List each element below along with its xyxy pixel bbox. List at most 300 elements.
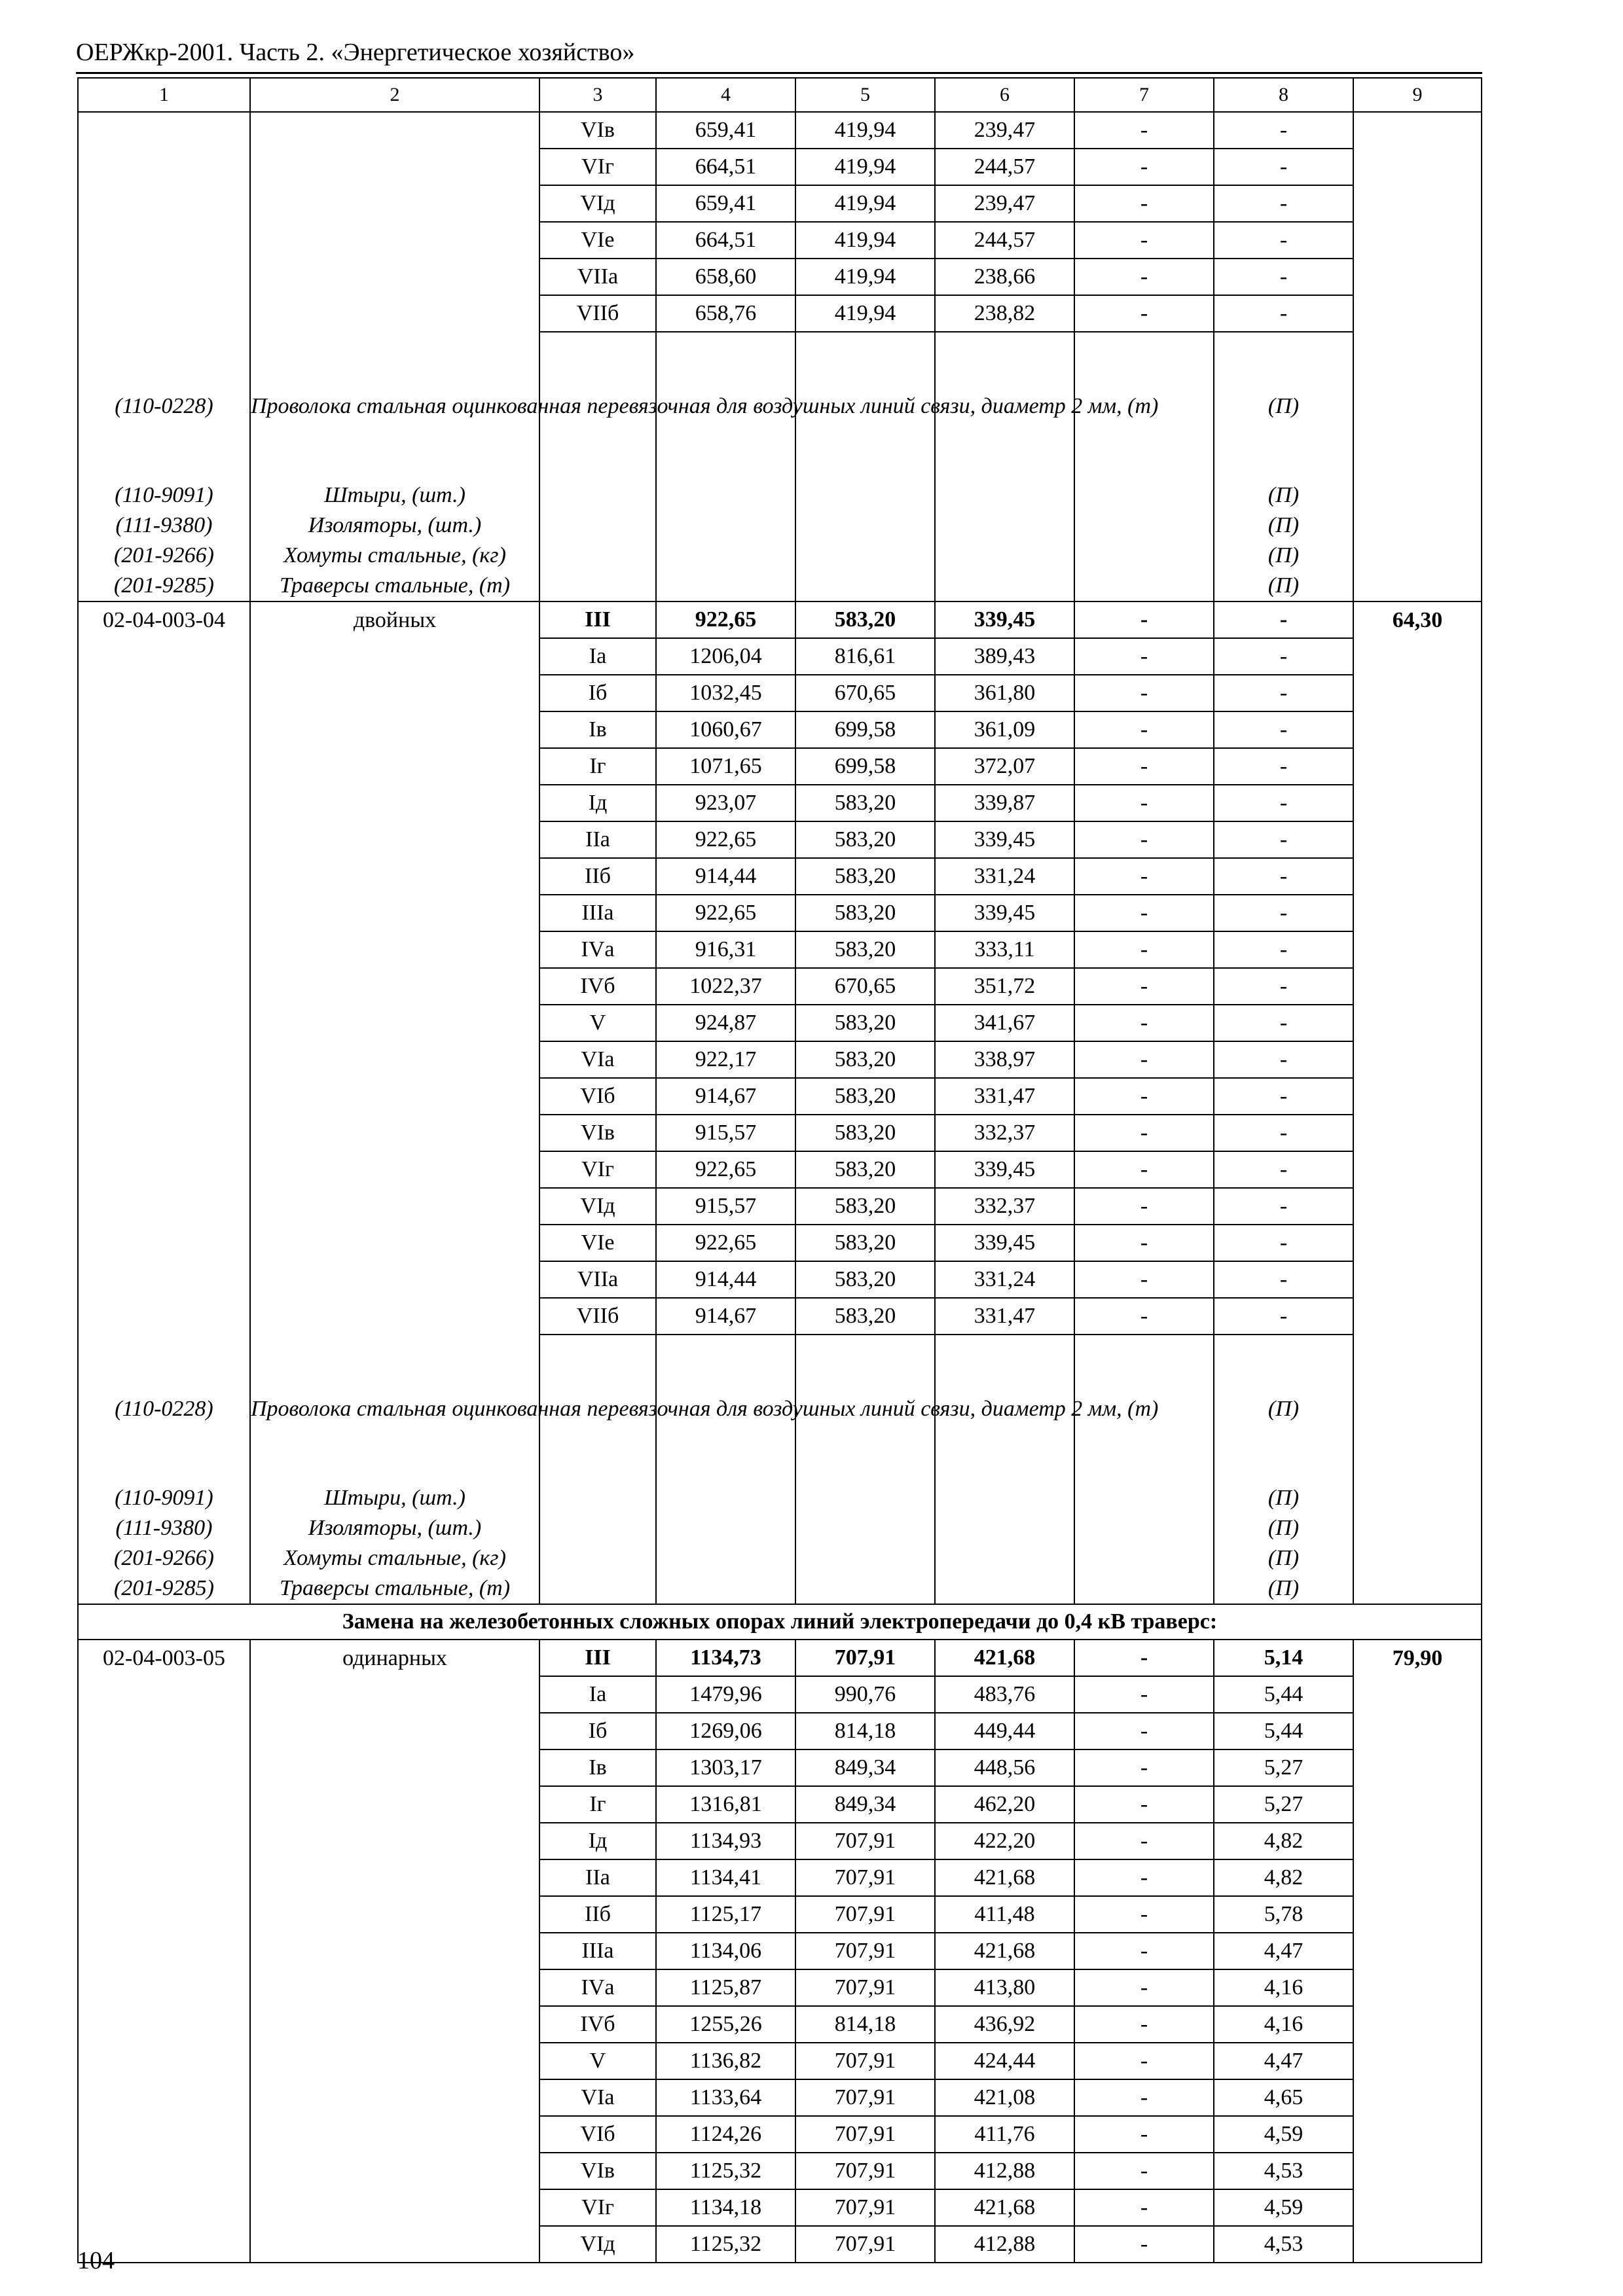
materials-cell: 4,65 xyxy=(1214,2079,1353,2116)
empty-cell xyxy=(1353,185,1482,222)
materials-cell: - xyxy=(1214,295,1353,332)
rate-row xyxy=(78,711,1482,748)
machines-cell: 411,76 xyxy=(935,2116,1074,2153)
resource-code: (111-9380) xyxy=(78,511,250,541)
empty-cell xyxy=(250,2006,539,2043)
resource-name: Изоляторы, (шт.) xyxy=(250,511,539,541)
total-cost-cell: 1125,87 xyxy=(656,1969,795,2006)
driver-wages-cell: - xyxy=(1074,1225,1214,1261)
zone-cell: VIд xyxy=(539,2226,656,2263)
materials-cell: - xyxy=(1214,1041,1353,1078)
empty-cell xyxy=(78,112,250,149)
total-cost-cell: 1316,81 xyxy=(656,1786,795,1823)
resource-source: (П) xyxy=(1214,332,1353,480)
resource-source: (П) xyxy=(1214,1483,1353,1513)
driver-wages-cell: - xyxy=(1074,222,1214,259)
total-cost-cell: 914,44 xyxy=(656,858,795,895)
empty-cell xyxy=(795,480,935,511)
empty-cell xyxy=(78,1786,250,1823)
materials-cell: - xyxy=(1214,638,1353,675)
driver-wages-cell: - xyxy=(1074,259,1214,295)
empty-cell xyxy=(1353,1859,1482,1896)
rate-row xyxy=(78,1005,1482,1041)
zone-cell: VIд xyxy=(539,185,656,222)
driver-wages-cell: - xyxy=(1074,1676,1214,1713)
materials-cell: - xyxy=(1214,675,1353,711)
materials-cell: - xyxy=(1214,222,1353,259)
machines-cell: 339,45 xyxy=(935,1151,1074,1188)
total-cost-cell: 922,65 xyxy=(656,601,795,638)
wages-cell: 583,20 xyxy=(795,1261,935,1298)
zone-cell: IIб xyxy=(539,858,656,895)
empty-cell xyxy=(935,541,1074,571)
empty-cell xyxy=(78,295,250,332)
materials-cell: - xyxy=(1214,1005,1353,1041)
rate-row xyxy=(78,1640,1482,1676)
materials-cell: 5,78 xyxy=(1214,1896,1353,1933)
empty-cell xyxy=(250,2153,539,2189)
zone-cell: III xyxy=(539,601,656,638)
header-rule xyxy=(76,72,1482,74)
resource-name: Штыри, (шт.) xyxy=(250,1483,539,1513)
empty-cell xyxy=(250,1676,539,1713)
total-cost-cell: 1125,17 xyxy=(656,1896,795,1933)
rate-code: 02-04-003-05 xyxy=(78,1640,250,1676)
machines-cell: 244,57 xyxy=(935,222,1074,259)
machines-cell: 462,20 xyxy=(935,1786,1074,1823)
resource-source: (П) xyxy=(1214,1543,1353,1573)
wages-cell: 707,91 xyxy=(795,1969,935,2006)
wages-cell: 419,94 xyxy=(795,185,935,222)
empty-cell xyxy=(1353,511,1482,541)
total-cost-cell: 924,87 xyxy=(656,1005,795,1041)
empty-cell xyxy=(1353,1896,1482,1933)
resource-source: (П) xyxy=(1214,1573,1353,1604)
wages-cell: 707,91 xyxy=(795,2189,935,2226)
driver-wages-cell: - xyxy=(1074,638,1214,675)
empty-cell xyxy=(1353,1483,1482,1513)
empty-cell xyxy=(250,675,539,711)
rate-row xyxy=(78,675,1482,711)
materials-cell: 4,82 xyxy=(1214,1859,1353,1896)
empty-cell xyxy=(250,2226,539,2263)
rate-row xyxy=(78,259,1482,295)
rate-row xyxy=(78,2153,1482,2189)
materials-cell: - xyxy=(1214,601,1353,638)
wages-cell: 583,20 xyxy=(795,858,935,895)
machines-cell: 338,97 xyxy=(935,1041,1074,1078)
empty-cell xyxy=(250,259,539,295)
total-cost-cell: 659,41 xyxy=(656,112,795,149)
driver-wages-cell: - xyxy=(1074,821,1214,858)
empty-cell xyxy=(78,2006,250,2043)
empty-cell xyxy=(78,149,250,185)
resource-row xyxy=(78,541,1482,571)
machines-cell: 332,37 xyxy=(935,1188,1074,1225)
empty-cell xyxy=(656,1513,795,1543)
wages-cell: 707,91 xyxy=(795,1640,935,1676)
empty-cell xyxy=(250,1261,539,1298)
wages-cell: 707,91 xyxy=(795,1823,935,1859)
machines-cell: 331,24 xyxy=(935,1261,1074,1298)
zone-cell: V xyxy=(539,1005,656,1041)
column-number: 8 xyxy=(1214,78,1353,112)
empty-cell xyxy=(78,638,250,675)
materials-cell: 4,82 xyxy=(1214,1823,1353,1859)
resource-row xyxy=(78,1513,1482,1543)
materials-cell: - xyxy=(1214,1078,1353,1115)
rate-row xyxy=(78,2189,1482,2226)
rate-row xyxy=(78,112,1482,149)
machines-cell: 436,92 xyxy=(935,2006,1074,2043)
materials-cell: 4,53 xyxy=(1214,2226,1353,2263)
empty-cell xyxy=(1353,2116,1482,2153)
resource-code: (201-9266) xyxy=(78,1543,250,1573)
empty-cell xyxy=(1353,821,1482,858)
rate-row xyxy=(78,2043,1482,2079)
empty-cell xyxy=(1353,1151,1482,1188)
empty-cell xyxy=(1353,1041,1482,1078)
total-cost-cell: 1269,06 xyxy=(656,1713,795,1749)
resource-row xyxy=(78,1483,1482,1513)
empty-cell xyxy=(78,968,250,1005)
empty-cell xyxy=(250,1005,539,1041)
empty-cell xyxy=(1353,2043,1482,2079)
empty-cell xyxy=(1353,711,1482,748)
machines-cell: 424,44 xyxy=(935,2043,1074,2079)
column-number: 5 xyxy=(795,78,935,112)
resource-source: (П) xyxy=(1214,1335,1353,1483)
empty-cell xyxy=(250,112,539,149)
empty-cell xyxy=(250,185,539,222)
driver-wages-cell: - xyxy=(1074,2043,1214,2079)
section-title: Замена на железобетонных сложных опорах линий электропередачи до 0,4 кВ траверс: xyxy=(78,1604,1482,1640)
empty-cell xyxy=(78,748,250,785)
rate-row xyxy=(78,2079,1482,2116)
total-cost-cell: 1134,73 xyxy=(656,1640,795,1676)
resource-source: (П) xyxy=(1214,1513,1353,1543)
wages-cell: 707,91 xyxy=(795,2079,935,2116)
zone-cell: IIа xyxy=(539,821,656,858)
empty-cell xyxy=(539,1573,656,1604)
zone-cell: V xyxy=(539,2043,656,2079)
materials-cell: 4,59 xyxy=(1214,2189,1353,2226)
materials-cell: - xyxy=(1214,968,1353,1005)
rate-row xyxy=(78,1749,1482,1786)
empty-cell xyxy=(1353,1713,1482,1749)
zone-cell: IIIа xyxy=(539,1933,656,1969)
materials-cell: - xyxy=(1214,785,1353,821)
machines-cell: 361,09 xyxy=(935,711,1074,748)
empty-cell xyxy=(539,541,656,571)
wages-cell: 419,94 xyxy=(795,295,935,332)
column-number: 6 xyxy=(935,78,1074,112)
zone-cell: IIб xyxy=(539,1896,656,1933)
empty-cell xyxy=(1353,968,1482,1005)
materials-cell: - xyxy=(1214,895,1353,931)
driver-wages-cell: - xyxy=(1074,1298,1214,1335)
total-cost-cell: 658,76 xyxy=(656,295,795,332)
total-cost-cell: 915,57 xyxy=(656,1115,795,1151)
empty-cell xyxy=(78,895,250,931)
empty-cell xyxy=(250,1969,539,2006)
wages-cell: 707,91 xyxy=(795,1933,935,1969)
empty-cell xyxy=(795,1513,935,1543)
driver-wages-cell: - xyxy=(1074,1896,1214,1933)
empty-cell xyxy=(1353,222,1482,259)
materials-cell: 5,14 xyxy=(1214,1640,1353,1676)
empty-cell xyxy=(250,638,539,675)
page-number: 104 xyxy=(77,2247,115,2274)
empty-cell xyxy=(250,711,539,748)
zone-cell: Iд xyxy=(539,1823,656,1859)
empty-cell xyxy=(250,222,539,259)
empty-cell xyxy=(250,785,539,821)
empty-cell xyxy=(78,1896,250,1933)
resource-source: (П) xyxy=(1214,541,1353,571)
rate-row xyxy=(78,2006,1482,2043)
empty-cell xyxy=(1353,295,1482,332)
zone-cell: VIа xyxy=(539,2079,656,2116)
zone-cell: VIб xyxy=(539,1078,656,1115)
empty-cell xyxy=(1353,480,1482,511)
empty-cell xyxy=(250,1078,539,1115)
zone-cell: IVб xyxy=(539,2006,656,2043)
rate-row xyxy=(78,1823,1482,1859)
empty-cell xyxy=(78,222,250,259)
zone-cell: VIг xyxy=(539,1151,656,1188)
resource-code: (110-0228) xyxy=(78,1335,250,1483)
rate-row xyxy=(78,222,1482,259)
wages-cell: 583,20 xyxy=(795,1151,935,1188)
empty-cell xyxy=(78,1225,250,1261)
column-number: 2 xyxy=(250,78,539,112)
empty-cell xyxy=(1353,1933,1482,1969)
total-cost-cell: 922,17 xyxy=(656,1041,795,1078)
zone-cell: Iг xyxy=(539,748,656,785)
empty-cell xyxy=(795,1483,935,1513)
machines-cell: 332,37 xyxy=(935,1115,1074,1151)
driver-wages-cell: - xyxy=(1074,711,1214,748)
wages-cell: 583,20 xyxy=(795,1041,935,1078)
materials-cell: - xyxy=(1214,858,1353,895)
materials-cell: 5,27 xyxy=(1214,1786,1353,1823)
empty-cell xyxy=(78,1115,250,1151)
empty-cell xyxy=(656,480,795,511)
driver-wages-cell: - xyxy=(1074,1786,1214,1823)
resource-code: (201-9285) xyxy=(78,571,250,601)
empty-cell xyxy=(78,2116,250,2153)
empty-cell xyxy=(1353,332,1482,480)
column-number: 9 xyxy=(1353,78,1482,112)
materials-cell: - xyxy=(1214,149,1353,185)
driver-wages-cell: - xyxy=(1074,931,1214,968)
wages-cell: 583,20 xyxy=(795,785,935,821)
resource-row xyxy=(78,480,1482,511)
labor-cost-cell: 79,90 xyxy=(1353,1640,1482,1676)
zone-cell: Iв xyxy=(539,711,656,748)
empty-cell xyxy=(1353,259,1482,295)
rate-row xyxy=(78,638,1482,675)
empty-cell xyxy=(1353,895,1482,931)
empty-cell xyxy=(250,1115,539,1151)
zone-cell: VIд xyxy=(539,1188,656,1225)
zone-cell: Iг xyxy=(539,1786,656,1823)
driver-wages-cell: - xyxy=(1074,1859,1214,1896)
empty-cell xyxy=(1074,1573,1214,1604)
total-cost-cell: 1134,18 xyxy=(656,2189,795,2226)
empty-cell xyxy=(250,748,539,785)
resource-name: Траверсы стальные, (т) xyxy=(250,1573,539,1604)
machines-cell: 389,43 xyxy=(935,638,1074,675)
empty-cell xyxy=(1353,1573,1482,1604)
zone-cell: VIIб xyxy=(539,295,656,332)
zone-cell: III xyxy=(539,1640,656,1676)
empty-cell xyxy=(250,1151,539,1188)
zone-cell: Iб xyxy=(539,1713,656,1749)
total-cost-cell: 664,51 xyxy=(656,222,795,259)
empty-cell xyxy=(78,675,250,711)
empty-cell xyxy=(1353,541,1482,571)
total-cost-cell: 1303,17 xyxy=(656,1749,795,1786)
zone-cell: Iб xyxy=(539,675,656,711)
empty-cell xyxy=(1353,748,1482,785)
empty-cell xyxy=(78,185,250,222)
driver-wages-cell: - xyxy=(1074,1151,1214,1188)
driver-wages-cell: - xyxy=(1074,1261,1214,1298)
zone-cell: VIг xyxy=(539,2189,656,2226)
empty-cell xyxy=(1353,1115,1482,1151)
empty-cell xyxy=(250,1933,539,1969)
empty-cell xyxy=(250,1749,539,1786)
empty-cell xyxy=(539,1483,656,1513)
total-cost-cell: 1479,96 xyxy=(656,1676,795,1713)
rate-row xyxy=(78,931,1482,968)
materials-cell: 5,44 xyxy=(1214,1676,1353,1713)
machines-cell: 421,68 xyxy=(935,1933,1074,1969)
machines-cell: 421,68 xyxy=(935,1859,1074,1896)
rate-row xyxy=(78,748,1482,785)
rate-row xyxy=(78,1151,1482,1188)
total-cost-cell: 914,44 xyxy=(656,1261,795,1298)
driver-wages-cell: - xyxy=(1074,2079,1214,2116)
materials-cell: - xyxy=(1214,821,1353,858)
zone-cell: IVа xyxy=(539,931,656,968)
empty-cell xyxy=(1353,2006,1482,2043)
zone-cell: IVа xyxy=(539,1969,656,2006)
materials-cell: - xyxy=(1214,1298,1353,1335)
total-cost-cell: 923,07 xyxy=(656,785,795,821)
empty-cell xyxy=(539,1513,656,1543)
wages-cell: 583,20 xyxy=(795,601,935,638)
empty-cell xyxy=(78,1676,250,1713)
zone-cell: IVб xyxy=(539,968,656,1005)
empty-cell xyxy=(539,511,656,541)
materials-cell: 5,44 xyxy=(1214,1713,1353,1749)
wages-cell: 583,20 xyxy=(795,1188,935,1225)
machines-cell: 421,68 xyxy=(935,2189,1074,2226)
driver-wages-cell: - xyxy=(1074,1969,1214,2006)
machines-cell: 238,82 xyxy=(935,295,1074,332)
materials-cell: - xyxy=(1214,112,1353,149)
section-row xyxy=(78,1604,1482,1640)
materials-cell: 4,53 xyxy=(1214,2153,1353,2189)
zone-cell: VIIб xyxy=(539,1298,656,1335)
machines-cell: 412,88 xyxy=(935,2153,1074,2189)
empty-cell xyxy=(78,1823,250,1859)
driver-wages-cell: - xyxy=(1074,675,1214,711)
rate-name: одинарных xyxy=(250,1640,539,1676)
resource-code: (111-9380) xyxy=(78,1513,250,1543)
empty-cell xyxy=(1353,112,1482,149)
materials-cell: - xyxy=(1214,711,1353,748)
driver-wages-cell: - xyxy=(1074,1188,1214,1225)
machines-cell: 238,66 xyxy=(935,259,1074,295)
rate-row xyxy=(78,1041,1482,1078)
driver-wages-cell: - xyxy=(1074,1823,1214,1859)
wages-cell: 419,94 xyxy=(795,112,935,149)
machines-cell: 244,57 xyxy=(935,149,1074,185)
empty-cell xyxy=(935,571,1074,601)
machines-cell: 339,87 xyxy=(935,785,1074,821)
total-cost-cell: 1032,45 xyxy=(656,675,795,711)
column-number: 3 xyxy=(539,78,656,112)
machines-cell: 483,76 xyxy=(935,1676,1074,1713)
empty-cell xyxy=(250,1823,539,1859)
machines-cell: 339,45 xyxy=(935,601,1074,638)
driver-wages-cell: - xyxy=(1074,2153,1214,2189)
machines-cell: 413,80 xyxy=(935,1969,1074,2006)
rate-row xyxy=(78,1933,1482,1969)
empty-cell xyxy=(78,1298,250,1335)
empty-cell xyxy=(656,511,795,541)
empty-cell xyxy=(795,571,935,601)
rate-row xyxy=(78,1786,1482,1823)
zone-cell: VIг xyxy=(539,149,656,185)
price-table xyxy=(77,77,1482,2263)
wages-cell: 707,91 xyxy=(795,2116,935,2153)
wages-cell: 849,34 xyxy=(795,1786,935,1823)
total-cost-cell: 1134,06 xyxy=(656,1933,795,1969)
empty-cell xyxy=(1353,149,1482,185)
materials-cell: 4,16 xyxy=(1214,1969,1353,2006)
empty-cell xyxy=(656,1573,795,1604)
driver-wages-cell: - xyxy=(1074,2189,1214,2226)
zone-cell: Iа xyxy=(539,1676,656,1713)
wages-cell: 670,65 xyxy=(795,675,935,711)
empty-cell xyxy=(78,2153,250,2189)
wages-cell: 707,91 xyxy=(795,2043,935,2079)
empty-cell xyxy=(1353,571,1482,601)
empty-cell xyxy=(795,541,935,571)
empty-cell xyxy=(78,821,250,858)
empty-cell xyxy=(656,541,795,571)
empty-cell xyxy=(1353,1969,1482,2006)
wages-cell: 419,94 xyxy=(795,149,935,185)
resource-code: (110-0228) xyxy=(78,332,250,480)
total-cost-cell: 914,67 xyxy=(656,1078,795,1115)
empty-cell xyxy=(78,1005,250,1041)
empty-cell xyxy=(78,1188,250,1225)
machines-cell: 331,24 xyxy=(935,858,1074,895)
rate-row xyxy=(78,1115,1482,1151)
labor-cost-cell: 64,30 xyxy=(1353,601,1482,638)
machines-cell: 239,47 xyxy=(935,185,1074,222)
empty-cell xyxy=(78,1969,250,2006)
zone-cell: VIа xyxy=(539,1041,656,1078)
machines-cell: 339,45 xyxy=(935,1225,1074,1261)
total-cost-cell: 659,41 xyxy=(656,185,795,222)
